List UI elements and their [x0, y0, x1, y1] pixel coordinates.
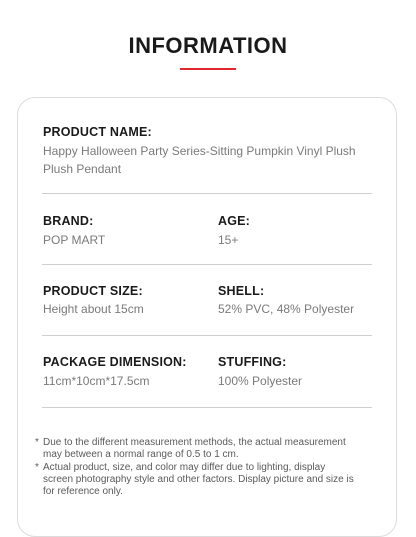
brand-label: BRAND:	[43, 214, 94, 228]
product-name-value-line1: Happy Halloween Party Series-Sitting Pumpkin Vinyl Plush	[43, 144, 356, 158]
stuffing-value: 100% Polyester	[218, 374, 303, 388]
page-title: INFORMATION	[128, 33, 288, 58]
package-dimension-value: 11cm*10cm*17.5cm	[43, 374, 150, 388]
shell-label: SHELL:	[218, 284, 265, 298]
product-size-label: PRODUCT SIZE:	[43, 284, 143, 298]
disclaimer-note	[35, 462, 375, 498]
stuffing-label: STUFFING:	[218, 355, 287, 369]
product-name-value-line2: Plush Pendant	[43, 162, 122, 176]
brand-value: POP MART	[43, 233, 106, 247]
package-dimension-label: PACKAGE DIMENSION:	[43, 355, 187, 369]
divider	[42, 193, 372, 194]
divider	[42, 264, 372, 265]
bullet-marker: *	[35, 462, 39, 473]
note-line: Actual product, size, and color may differ due to lighting, display	[43, 462, 326, 473]
shell-value: 52% PVC, 48% Polyester	[218, 302, 355, 316]
bullet-marker: *	[35, 437, 39, 448]
note-line: may between a normal range of 0.5 to 1 cm.	[43, 449, 239, 460]
note-line: Due to the different measurement methods, the actual measurement	[43, 437, 346, 448]
note-line: screen photography style and other factors. Display picture and size is	[43, 474, 354, 485]
product-size-value: Height about 15cm	[43, 302, 144, 316]
divider	[42, 335, 372, 336]
divider	[42, 407, 372, 408]
title-accent-underline	[180, 68, 236, 70]
note-line: for reference only.	[43, 486, 123, 497]
disclaimer-note	[35, 437, 375, 461]
age-label: AGE:	[218, 214, 251, 228]
product-name-label: PRODUCT NAME:	[43, 125, 152, 139]
age-value: 15+	[218, 233, 239, 247]
